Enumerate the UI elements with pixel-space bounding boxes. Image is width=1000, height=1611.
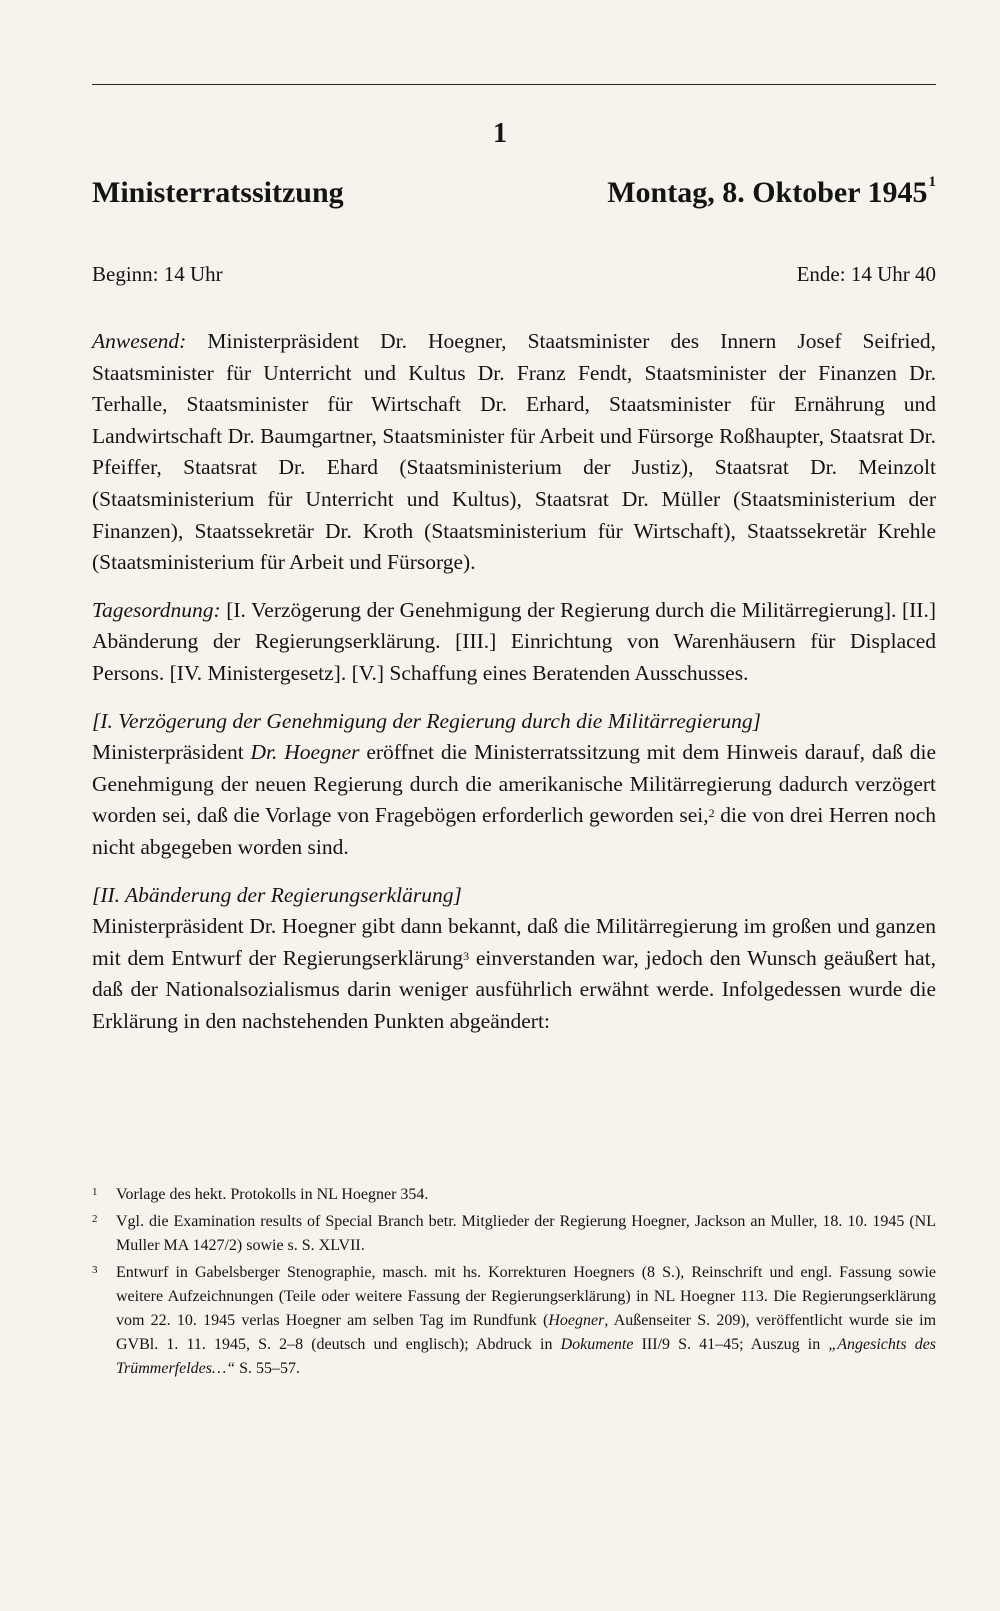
- section-text: Ministerpräsident Dr. Hoegner gibt dann bekannt, daß die Militärregierung im großen und ganzen mit dem Entwurf der Regierungserklärung: [92, 914, 936, 970]
- section-heading: [II. Abänderung der Regierungserklärung]: [92, 882, 462, 907]
- document-body: [92, 326, 936, 1037]
- attendees-text: Ministerpräsident Dr. Hoegner, Staatsminister des Innern Josef Seifried, Staatsminister für Unterricht und Kultus Dr. Franz Fendt, Staatsminister der Finanzen Dr. Terhalle, Staatsminister für Wirtschaft Dr. Erhard, Staatsminister für Ernährung und Landwirtschaft Dr. Baumgartner, Staatsminister für Arbeit und Fürsorge Roßhaupter, Staatsrat Dr. Pfeiffer, Staatsrat Dr. Ehard (Staatsministerium der Justiz), Staatsrat Dr. Meinzolt (Staatsministerium für Unterricht und Kultus), Staatsrat Dr. Müller (Staatsministerium der Finanzen), Staatssekretär Dr. Kroth (Staatsministerium für Wirtschaft), Staatssekretär Krehle (Staatsministerium für Arbeit und Fürsorge).: [92, 329, 936, 575]
- attendees-label: Anwesend:: [92, 329, 187, 353]
- footnote-text: III/9 S. 41–45; Auszug in: [633, 1336, 829, 1353]
- footnote-source: Dokumente: [560, 1336, 634, 1353]
- footnote-text: , Außenseiter S. 209), veröffentlicht wurde sie im GVBl. 1. 11. 1945, S. 2–8 (deutsch und englisch); Abdruck in: [116, 1312, 937, 1353]
- footnote-ref: 3: [463, 948, 470, 963]
- section-text: eröffnet die Ministerratssitzung mit dem Hinweis darauf, daß die Genehmigung der neuen Regierung durch die amerikanische Militärregierung dadurch verzögert worden sei, daß die Vorlage von Fragebögen erforderlich geworden sei,: [92, 740, 936, 828]
- document-number: 1: [493, 118, 507, 149]
- footnote-number: 1: [92, 1186, 98, 1198]
- footnote: [92, 1183, 936, 1207]
- header-rule: [92, 84, 936, 85]
- document-title: Ministerratssitzung: [92, 176, 344, 209]
- footnote-author: Hoegner: [548, 1312, 605, 1329]
- begin-time: Beginn: 14 Uhr: [92, 262, 223, 286]
- footnote-ref: 2: [708, 806, 715, 821]
- section-paragraph: [92, 911, 936, 1037]
- footnote-source: „Angesichts des Trümmerfeldes…“: [116, 1336, 937, 1377]
- footnote-text: Entwurf in Gabelsberger Stenographie, masch. mit hs. Korrekturen Hoegners (8 S.), Reinschrift und engl. Fassung sowie weitere Aufzeichnungen (Teile oder weitere Fassung der Regierungserklärung) in NL Hoegner 113. Die Regierungserklärung vom 22. 10. 1945 verlas Hoegner am selben Tag im Rundfunk (: [116, 1264, 936, 1329]
- footnote-text: Vorlage des hekt. Protokolls in NL Hoegner 354.: [116, 1186, 429, 1203]
- section-text: Ministerpräsident: [92, 740, 251, 765]
- section-heading: [I. Verzögerung der Genehmigung der Regierung durch die Militärregierung]: [92, 708, 761, 733]
- date-text: Montag, 8. Oktober 1945: [607, 176, 928, 209]
- title-row: [92, 176, 936, 220]
- footnote-text: Vgl. die Examination results of Special Branch betr. Mitglieder der Regierung Hoegner, Jackson an Muller, 18. 10. 1945 (NL Muller MA 1427/2) sowie s. S. XLVII.: [116, 1213, 936, 1254]
- agenda-paragraph: [92, 595, 936, 690]
- person-name: Dr. Hoegner: [250, 740, 360, 765]
- footnote-number: 3: [92, 1264, 98, 1276]
- agenda-text: [I. Verzögerung der Genehmigung der Regierung durch die Militärregierung]. [II.] Abänderung der Regierungserklärung. [III.] Einrichtung von Warenhäusern für Displaced Persons. [IV. Ministergesetz]. [V.] Schaffung eines Beratenden Ausschusses.: [92, 597, 936, 685]
- section-text: einverstanden war, jedoch den Wunsch geäußert hat, daß der Nationalsozialismus darin weniger ausführlich erwähnt werde. Infolgedessen wurde die Erklärung in den nachstehenden Punkten abgeändert:: [92, 945, 936, 1033]
- document-date: [607, 176, 936, 210]
- footnotes: [92, 1183, 936, 1384]
- section-paragraph: [92, 737, 936, 863]
- footnote: [92, 1261, 936, 1381]
- footnote: [92, 1210, 936, 1258]
- attendees-paragraph: [92, 326, 936, 579]
- agenda-label: Tagesordnung:: [92, 597, 221, 622]
- footnote-ref: 1: [928, 174, 936, 190]
- end-time: Ende: 14 Uhr 40: [796, 262, 936, 286]
- footnote-number: 2: [92, 1213, 98, 1225]
- footnote-text: S. 55–57.: [235, 1360, 301, 1377]
- section-text: die von drei Herren noch nicht abgegeben worden sind.: [92, 803, 937, 859]
